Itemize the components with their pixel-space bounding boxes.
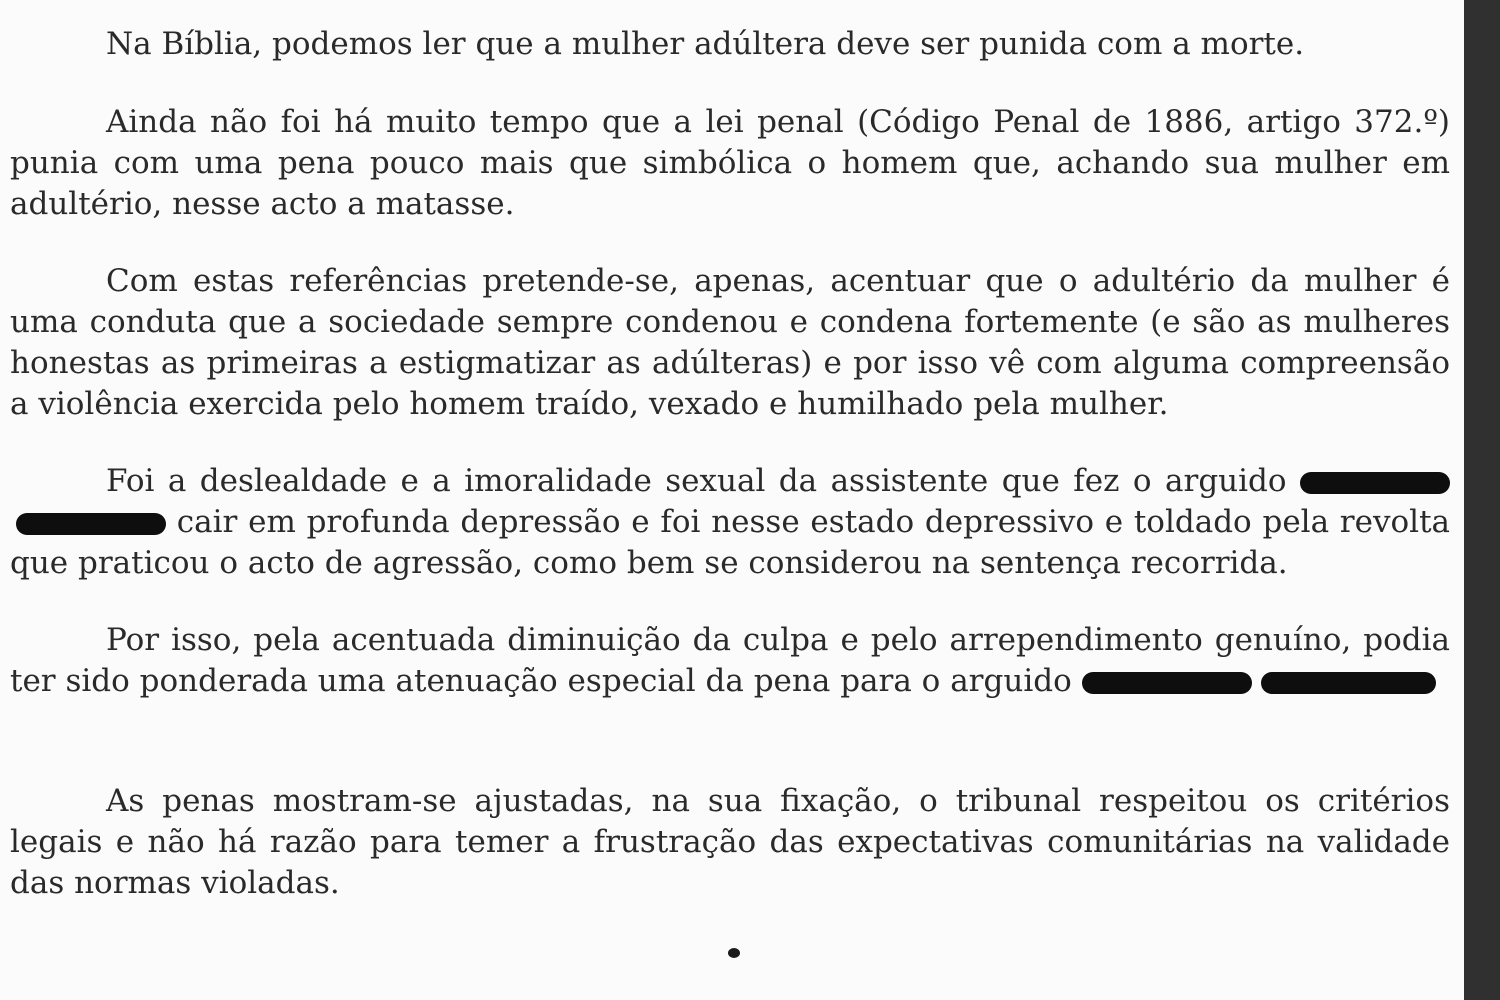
paragraph-5	[10, 620, 1450, 702]
paragraph-6: As penas mostram-se ajustadas, na sua fixação, o tribunal respeitou os critérios legais e não há razão para temer a frustração das expectativas comunitárias na validade das normas violadas.	[10, 783, 1450, 901]
paragraph-5-text: Por isso, pela acentuada diminuição da culpa e pelo arrependimento genuíno, podia ter sido ponderada uma atenuação especial da pena para o arguido	[10, 622, 1450, 699]
page-edge-shadow	[1464, 0, 1500, 1000]
redaction-mark	[1261, 672, 1436, 694]
redaction-mark	[16, 513, 166, 535]
paragraph-4-part-2: cair em profunda depressão e foi nesse estado depressivo e toldado pela revolta que praticou o acto de agressão, como bem se considerou na sentença recorrida.	[10, 504, 1451, 581]
page-dot	[728, 948, 740, 958]
redaction-mark	[1300, 472, 1450, 494]
redaction-mark	[1082, 672, 1252, 694]
paragraph-1: Na Bíblia, podemos ler que a mulher adúltera deve ser punida com a morte.	[106, 26, 1305, 62]
paragraph-4-part-1: Foi a deslealdade e a imoralidade sexual da assistente que fez o arguido	[106, 463, 1287, 499]
paragraph-2: Ainda não foi há muito tempo que a lei penal (Código Penal de 1886, artigo 372.º) punia com uma pena pouco mais que simbólica o homem que, achando sua mulher em adultério, nesse acto a matasse.	[10, 104, 1450, 222]
paragraph-3: Com estas referências pretende-se, apenas, acentuar que o adultério da mulher é uma conduta que a sociedade sempre condenou e condena fortemente (e são as mulheres honestas as primeiras a estigmatizar as adúlteras) e por isso vê com alguma compreensão a violência exercida pelo homem traído, vexado e humilhado pela mulher.	[10, 263, 1450, 422]
paragraph-4	[10, 461, 1450, 584]
